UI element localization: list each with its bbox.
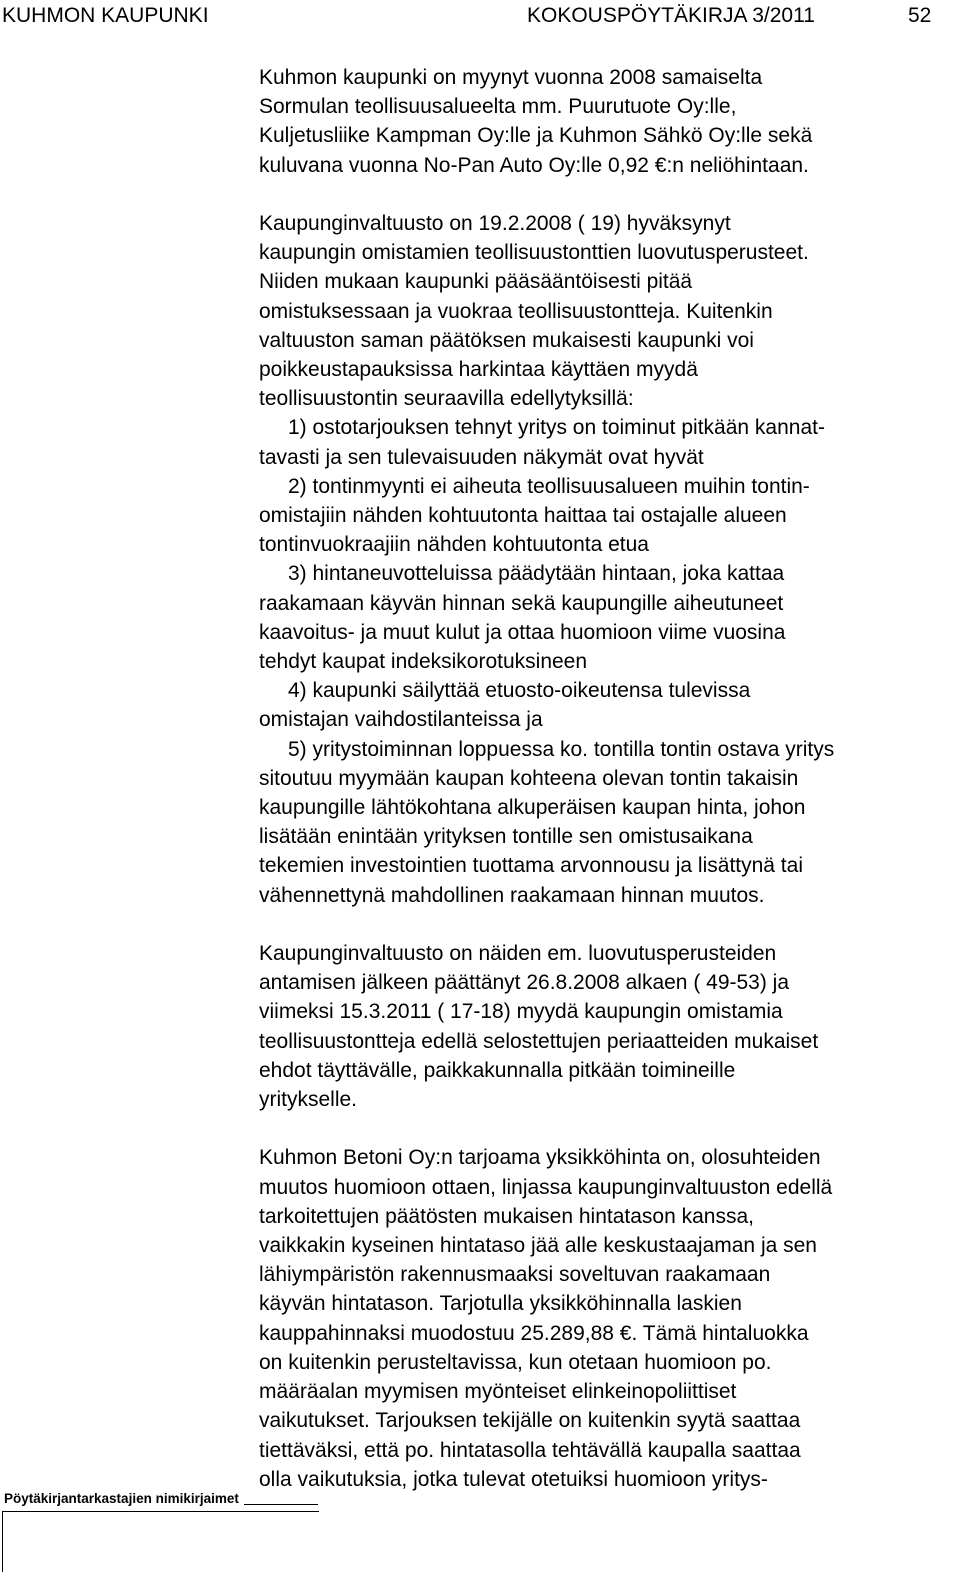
text-line: 4) kaupunki säilyttää etuosto-oikeutensa tulevissa xyxy=(288,679,751,703)
text-line: yritykselle. xyxy=(259,1088,358,1112)
reviewer-initials-label: Pöytäkirjantarkastajien nimikirjaimet xyxy=(4,1491,239,1506)
document-type: KOKOUSPÖYTÄKIRJA 3/2011 xyxy=(527,4,815,27)
text-line: olla vaikutuksia, jotka tulevat otetuiksi huomioon yritys- xyxy=(259,1467,768,1491)
text-line: lähiympäristön rakennusmaaksi soveltuvan raakamaan xyxy=(259,1263,771,1287)
text-line: vaikutukset. Tarjouksen tekijälle on kuitenkin syytä saattaa xyxy=(259,1409,801,1433)
text-line: vaikkakin kyseinen hintataso jää alle keskustaajaman ja sen xyxy=(259,1234,817,1258)
text-line: tarkoitettujen päätösten mukaisen hintatason kanssa, xyxy=(259,1204,754,1228)
text-line: tekemien investointien tuottama arvonnousu ja lisättynä tai xyxy=(259,854,803,878)
footer-rule xyxy=(244,1504,318,1505)
paragraph-gap xyxy=(259,910,959,939)
text-line: sitoutuu myymään kaupan kohteena olevan tontin takaisin xyxy=(259,766,799,790)
text-line: Sormulan teollisuusalueelta mm. Puurutuote Oy:lle, xyxy=(259,95,737,119)
text-line: Niiden mukaan kaupunki pääsääntöisesti pitää xyxy=(259,270,693,294)
text-line: Kaupunginvaltuusto on 19.2.2008 ( 19) hyväksynyt xyxy=(259,212,731,235)
text-line: määräalan myymisen myönteiset elinkeinopoliittiset xyxy=(259,1380,737,1404)
text-line: tiettäväksi, että po. hintatasolla tehtävällä kaupalla saattaa xyxy=(259,1438,801,1462)
paragraph-gap xyxy=(259,180,959,209)
text-line: kauppahinnaksi muodostuu 25.289,88 €. Tämä hintaluokka xyxy=(259,1321,809,1345)
text-line: omistuksessaan ja vuokraa teollisuustontteja. Kuitenkin xyxy=(259,299,773,323)
text-line: on kuitenkin perusteltavissa, kun otetaan huomioon po. xyxy=(259,1350,772,1374)
text-line: valtuuston saman päätöksen mukaisesti kaupunki voi xyxy=(259,328,754,352)
text-line: viimeksi 15.3.2011 ( 17-18) myydä kaupungin omistamia xyxy=(259,1000,783,1024)
text-line: teollisuustontin seuraavilla edellytyksillä: xyxy=(259,387,634,411)
text-line: käyvän hintatason. Tarjotulla yksikköhinnalla laskien xyxy=(259,1292,742,1316)
page-header xyxy=(0,4,960,30)
text-line: poikkeustapauksissa harkintaa käyttäen myydä xyxy=(259,358,698,382)
text-line: ehdot täyttävälle, paikkakunnalla pitkään toimineille xyxy=(259,1058,736,1082)
text-line: Kuljetusliike Kampman Oy:lle ja Kuhmon Sähkö Oy:lle sekä xyxy=(259,124,813,148)
text-line: tavasti ja sen tulevaisuuden näkymät ovat hyvät xyxy=(259,445,704,469)
text-line: raakamaan käyvän hinnan sekä kaupungille aiheutuneet xyxy=(259,591,784,615)
text-line: Kuhmon Betoni Oy:n tarjoama yksikköhinta on, olosuhteiden xyxy=(259,1146,821,1170)
text-line: tontinvuokraajiin nähden kohtuutonta etua xyxy=(259,533,649,557)
text-line: Kaupunginvaltuusto on näiden em. luovutusperusteiden xyxy=(259,942,777,966)
text-line: kaavoitus- ja muut kulut ja ottaa huomioon viime vuosina xyxy=(259,620,786,644)
text-line: 5) yritystoiminnan loppuessa ko. tontilla tontin ostava yritys xyxy=(288,737,835,761)
text-line: vähennettynä mahdollinen raakamaan hinnan muutos. xyxy=(259,883,765,907)
organization-name: KUHMON KAUPUNKI xyxy=(2,4,209,27)
text-line: teollisuustontteja edellä selostettujen periaatteiden mukaiset xyxy=(259,1029,819,1053)
text-line: omistajan vaihdostilanteissa ja xyxy=(259,708,543,732)
text-line: muutos huomioon ottaen, linjassa kaupunginvaltuuston edellä xyxy=(259,1175,833,1199)
page-number: 52 xyxy=(908,4,932,27)
text-line: omistajiin nähden kohtuutonta haittaa tai ostajalle alueen xyxy=(259,504,787,528)
text-line: kaupungille lähtökohtana alkuperäisen kaupan hinta, johon xyxy=(259,796,806,820)
text-line: 1) ostotarjouksen tehnyt yritys on toiminut pitkään kannat- xyxy=(288,416,825,440)
text-line: Kuhmon kaupunki on myynyt vuonna 2008 samaiselta xyxy=(259,66,763,89)
text-line: lisätään enintään yrityksen tontille sen omistusaikana xyxy=(259,825,753,849)
text-line: 3) hintaneuvotteluissa päädytään hintaan, joka kattaa xyxy=(288,562,785,586)
text-line: antamisen jälkeen päättänyt 26.8.2008 alkaen ( 49-53) ja xyxy=(259,971,790,995)
text-line: 2) tontinmyynti ei aiheuta teollisuusalueen muihin tontin- xyxy=(288,474,810,498)
text-line: tehdyt kaupat indeksikorotuksineen xyxy=(259,650,588,674)
initials-box xyxy=(2,1511,319,1572)
document-body xyxy=(259,63,959,1494)
text-line: kuluvana vuonna No-Pan Auto Oy:lle 0,92 €:n neliöhintaan. xyxy=(259,153,809,177)
paragraph-gap xyxy=(259,1114,959,1143)
text-line: kaupungin omistamien teollisuustonttien luovutusperusteet. xyxy=(259,241,809,265)
